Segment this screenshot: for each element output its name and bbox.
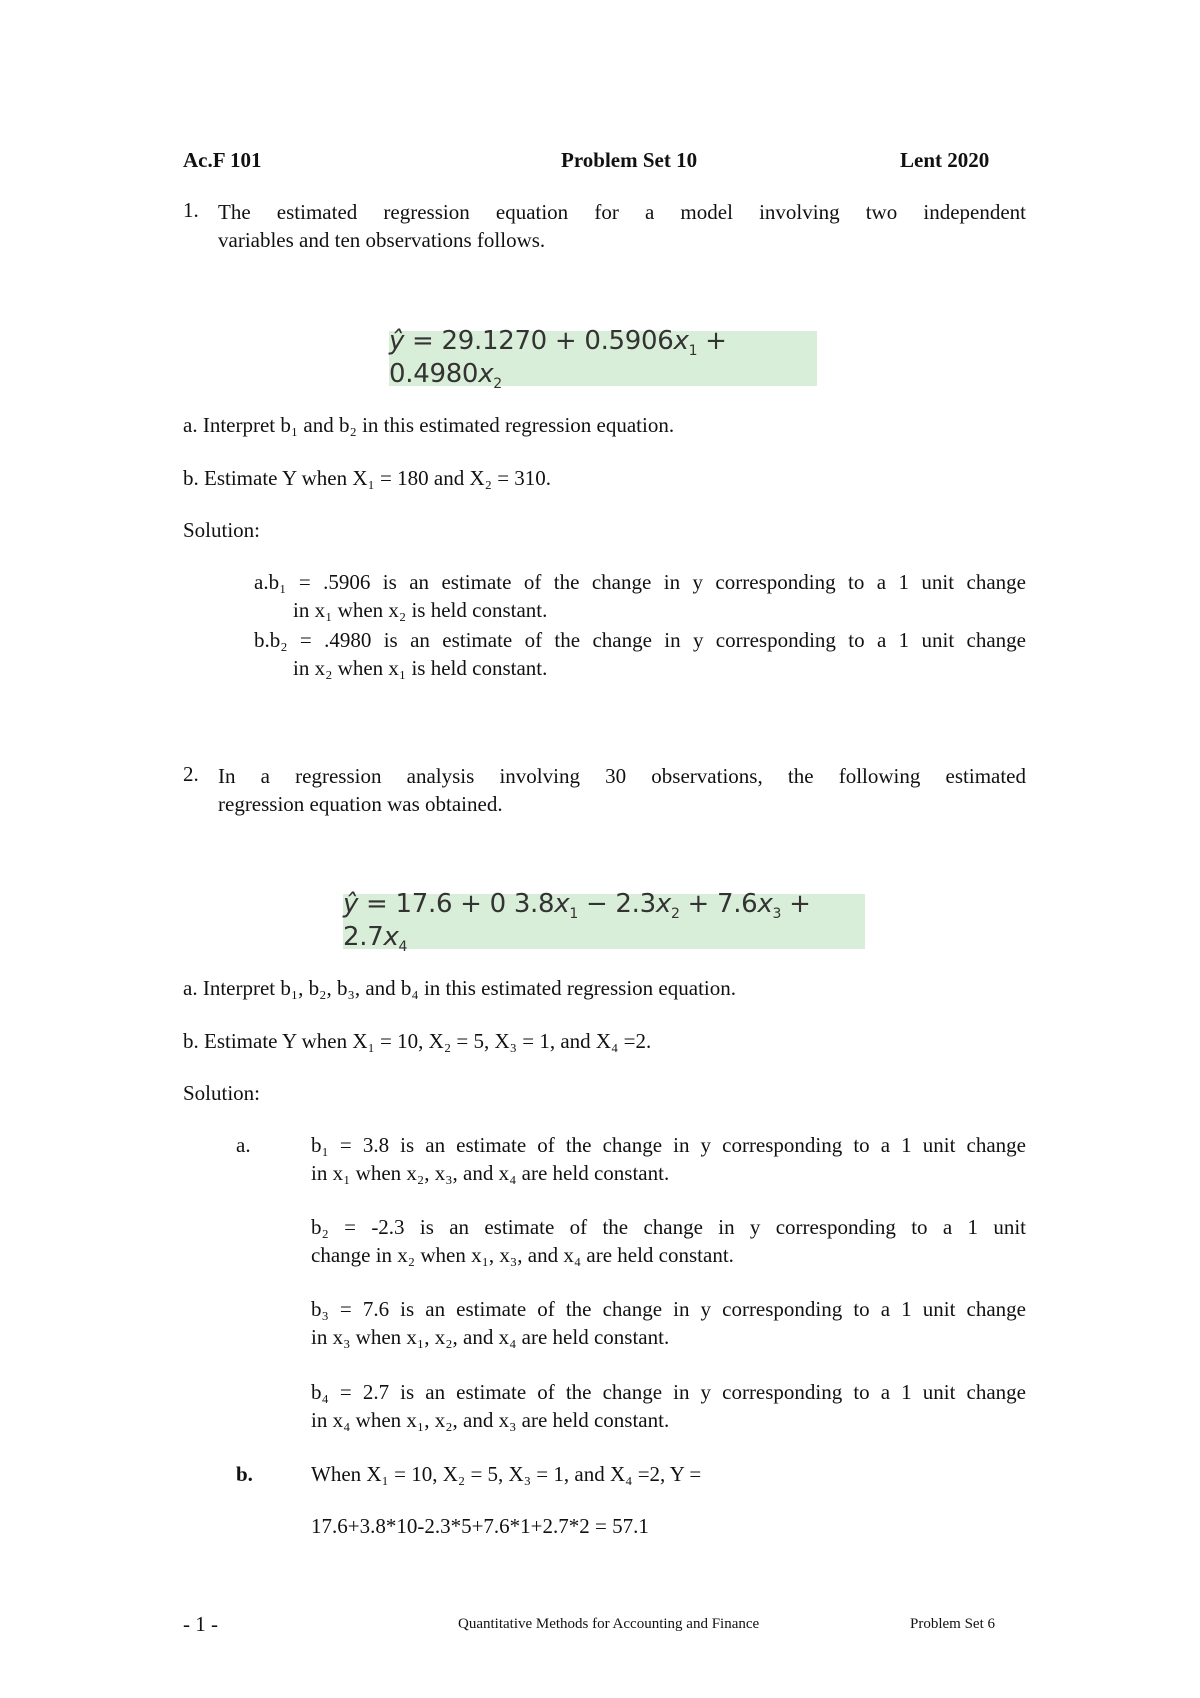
q1-text-line1: The estimated regression equation for a model involving two independent (218, 200, 1026, 224)
q2-sol-a2-line2: change in x₂ when x₁, x₃, and x₄ are held constant. (311, 1243, 734, 1267)
q2-sol-a2-line1: b₂ = -2.3 is an estimate of the change in y corresponding to a 1 unit (311, 1215, 1026, 1239)
q2-number: 2. (183, 762, 199, 786)
footer-course-name: Quantitative Methods for Accounting and Finance (458, 1616, 760, 1632)
q2-text-line1: In a regression analysis involving 30 observations, the following estimated (218, 764, 1026, 788)
q1-formula: ŷ = $29.1270 + 0.5906x_1 + 0.4980x_2$ (389, 325, 727, 392)
header-title: Problem Set 10 (561, 148, 698, 172)
q1-sol-b-line2: in x₂ when x₁ is held constant. (293, 656, 548, 680)
q2-text-line2: regression equation was obtained. (218, 792, 503, 816)
q1-sol-b-line1: b.b₂ = .4980 is an estimate of the change in y corresponding to a 1 unit change (254, 628, 1026, 652)
q2-sol-a1-line1: b₁ = 3.8 is an estimate of the change in y corresponding to a 1 unit change (311, 1133, 1026, 1157)
header-term: Lent 2020 (900, 148, 990, 172)
footer-page-number: - 1 - (183, 1612, 218, 1636)
q2-sol-b-line2: 17.6+3.8*10-2.3*5+7.6*1+2.7*2 = 57.1 (311, 1514, 649, 1538)
q2-sol-a3-line2: in x₃ when x₁, x₂, and x₄ are held constant. (311, 1325, 670, 1349)
header-course: Ac.F 101 (183, 148, 262, 172)
q2-solution-label: Solution: (183, 1081, 261, 1105)
q2-b-prompt: b. Estimate Y when X₁ = 10, X₂ = 5, X₃ = 1, and X₄ =2. (183, 1029, 652, 1053)
q1-text-line2: variables and ten observations follows. (218, 228, 546, 252)
q2-sol-a1-line2: in x₁ when x₂, x₃, and x₄ are held constant. (311, 1161, 670, 1185)
q1-a-prompt: a. Interpret b₁ and b₂ in this estimated regression equation. (183, 413, 675, 437)
q2-a-prompt: a. Interpret b₁, b₂, b₃, and b₄ in this estimated regression equation. (183, 976, 736, 1000)
q2-sol-a-label: a. (236, 1133, 251, 1157)
q2-sol-a4-line2: in x₄ when x₁, x₂, and x₃ are held constant. (311, 1408, 670, 1432)
q1-formula-box (389, 325, 817, 392)
q2-sol-a4-line1: b₄ = 2.7 is an estimate of the change in y corresponding to a 1 unit change (311, 1380, 1026, 1404)
footer-problem-set: Problem Set 6 (910, 1616, 995, 1632)
q1-sol-a-line1: a.b₁ = .5906 is an estimate of the change in y corresponding to a 1 unit change (254, 570, 1026, 594)
q2-sol-b-line1: When X₁ = 10, X₂ = 5, X₃ = 1, and X₄ =2, Y = (311, 1462, 702, 1486)
q1-solution-label: Solution: (183, 518, 261, 542)
q1-number: 1. (183, 198, 199, 222)
q2-sol-a3-line1: b₃ = 7.6 is an estimate of the change in y corresponding to a 1 unit change (311, 1297, 1026, 1321)
q2-sol-b-label: b. (236, 1462, 253, 1486)
q1-b-prompt: b. Estimate Y when X₁ = 180 and X₂ = 310. (183, 466, 552, 490)
q1-sol-a-line2: in x₁ when x₂ is held constant. (293, 598, 548, 622)
q2-formula: ŷ = 17.6 + 0 $3.8x_1 - 2.3x_2 + 7.6x_3 + 2.7x_4$ (343, 888, 811, 955)
q2-formula-box (343, 888, 865, 955)
